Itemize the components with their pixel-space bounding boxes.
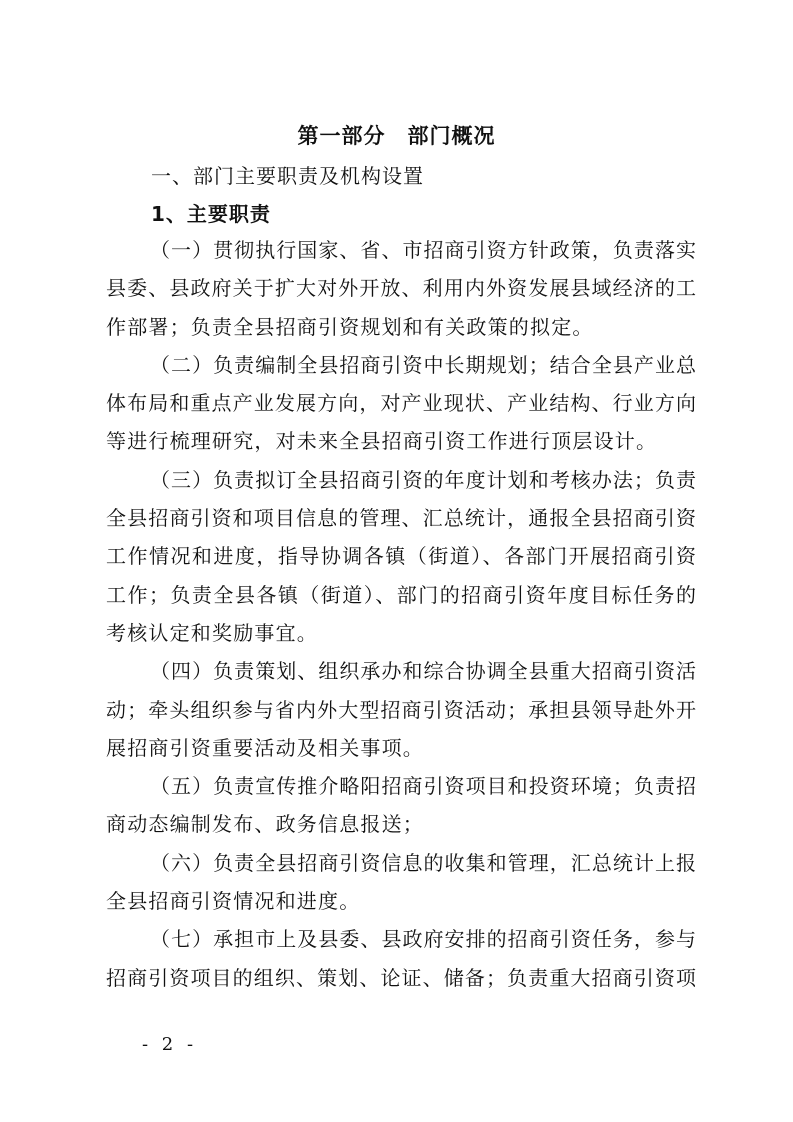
text-line: （一）贯彻执行国家、省、市招商引资方针政策，负责落实 — [150, 238, 696, 262]
page-title: 第一部分 部门概况 — [297, 124, 496, 148]
text-line: （三）负责拟订全县招商引资的年度计划和考核办法；负责 — [150, 467, 696, 492]
text-line: 工作；负责全县各镇（街道）、部门的招商引资年度目标任务的 — [106, 582, 696, 607]
text-line: 全县招商引资和项目信息的管理、汇总统计，通报全县招商引资 — [106, 506, 696, 531]
text-line: 展招商引资重要活动及相关事项。 — [106, 735, 424, 760]
text-line: 商动态编制发布、政务信息报送； — [106, 812, 424, 837]
text-line: 作部署；负责全县招商引资规划和有关政策的拟定。 — [106, 314, 594, 339]
body-text — [106, 231, 696, 997]
text-line: 等进行梳理研究，对未来全县招商引资工作进行顶层设计。 — [106, 429, 658, 454]
text-line: 体布局和重点产业发展方向，对产业现状、产业结构、行业方向 — [106, 391, 696, 416]
text-line: 动；牵头组织参与省内外大型招商引资活动；承担县领导赴外开 — [106, 697, 696, 722]
text-line: （六）负责全县招商引资信息的收集和管理，汇总统计上报 — [150, 850, 696, 875]
text-line: （二）负责编制全县招商引资中长期规划；结合全县产业总 — [150, 352, 696, 377]
text-line: （四）负责策划、组织承办和综合协调全县重大招商引资活 — [150, 659, 696, 684]
text-line: 工作情况和进度，指导协调各镇（街道）、各部门开展招商引资 — [106, 544, 696, 569]
text-line: （七）承担市上及县委、县政府安排的招商引资任务，参与 — [150, 927, 696, 952]
subsection-heading: 1、主要职责 — [151, 202, 271, 226]
page-number: - 2 - — [142, 1034, 198, 1055]
text-line: 全县招商引资情况和进度。 — [106, 889, 361, 914]
text-line: 考核认定和奖励事宜。 — [106, 620, 318, 645]
text-line: 招商引资项目的组织、策划、论证、储备；负责重大招商引资项 — [106, 965, 696, 990]
section-heading: 一、部门主要职责及机构设置 — [151, 164, 424, 188]
text-line: 县委、县政府关于扩大对外开放、利用内外资发展县域经济的工 — [106, 276, 696, 301]
text-line: （五）负责宣传推介略阳招商引资项目和投资环境；负责招 — [150, 774, 696, 799]
